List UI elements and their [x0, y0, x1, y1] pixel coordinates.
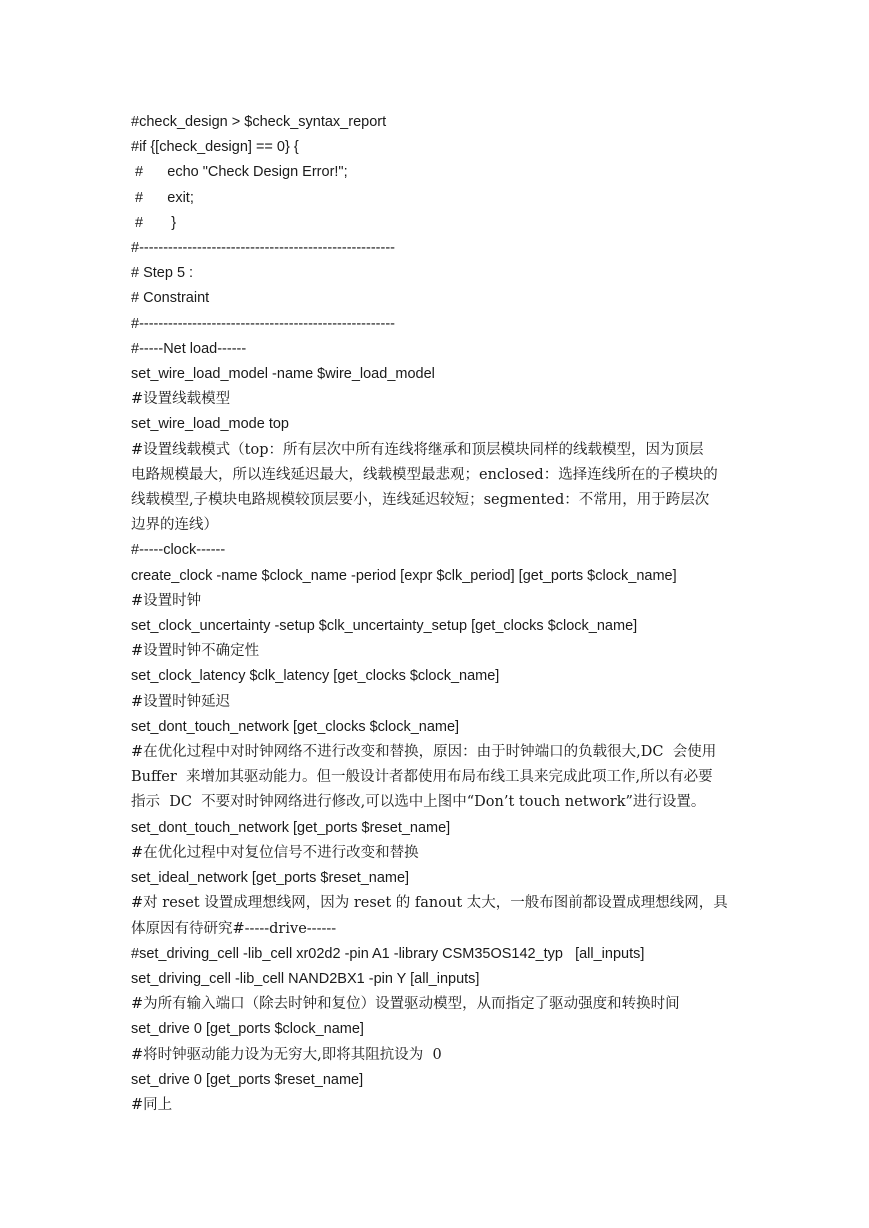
comment-line: #设置时钟延迟: [131, 693, 231, 710]
command-line: set_dont_touch_network [get_ports $reset_name]: [131, 819, 451, 836]
command-line: set_ideal_network [get_ports $reset_name]: [131, 870, 410, 887]
comment-line: 电路规模最大，所以连线延迟最大，线载模型最悲观；enclosed：选择连线所在的子模块的: [131, 466, 718, 483]
comment-line: #为所有输入端口（除去时钟和复位）设置驱动模型，从而指定了驱动强度和转换时间: [131, 996, 680, 1013]
command-line: set_wire_load_mode top: [131, 416, 289, 433]
comment-line: #在优化过程中对复位信号不进行改变和替换: [131, 844, 419, 861]
command-line: set_driving_cell -lib_cell NAND2BX1 -pin Y [all_inputs]: [131, 970, 480, 987]
command-line: set_wire_load_model -name $wire_load_model: [131, 366, 435, 383]
text-line: #if {[check_design] == 0} {: [131, 139, 299, 156]
command-line: create_clock -name $clock_name -period [expr $clk_period] [get_ports $clock_name]: [131, 567, 677, 584]
comment-line: 指示 DC 不要对时钟网络进行修改,可以选中上图中“Don’t touch network”进行设置。: [131, 794, 706, 811]
command-line: set_drive 0 [get_ports $reset_name]: [131, 1071, 364, 1088]
command-line: set_clock_uncertainty -setup $clk_uncertainty_setup [get_clocks $clock_name]: [131, 618, 638, 635]
comment-line: #将时钟驱动能力设为无穷大,即将其阻抗设为 0: [131, 1046, 442, 1063]
separator-line: #-----------------------------------------------------: [131, 315, 395, 332]
text-line: # exit;: [131, 189, 194, 206]
comment-line: #设置时钟: [131, 592, 202, 609]
comment-line: #设置时钟不确定性: [131, 643, 260, 660]
comment-line: #同上: [131, 1096, 173, 1113]
text-line: # }: [131, 214, 177, 231]
comment-line: 边界的连线）: [131, 517, 218, 534]
comment-line: #设置线载模式（top：所有层次中所有连线将继承和顶层模块同样的线载模型，因为顶层: [131, 441, 704, 458]
command-line: set_clock_latency $clk_latency [get_clocks $clock_name]: [131, 668, 500, 685]
comment-line: #对 reset 设置成理想线网，因为 reset 的 fanout 太大，一般布图前都设置成理想线网，具: [131, 895, 728, 912]
text-line: # Constraint: [131, 290, 210, 307]
section-heading: #-----Net load------: [131, 340, 247, 357]
section-heading: #-----clock------: [131, 542, 226, 559]
text-line: # Step 5 :: [131, 265, 194, 282]
command-line: set_drive 0 [get_ports $clock_name]: [131, 1021, 364, 1038]
command-line: #set_driving_cell -lib_cell xr02d2 -pin A1 -library CSM35OS142_typ [all_inputs]: [131, 945, 645, 962]
separator-line: #-----------------------------------------------------: [131, 240, 395, 257]
command-line: set_dont_touch_network [get_clocks $clock_name]: [131, 718, 460, 735]
comment-line: 线载模型,子模块电路规模较顶层要小，连线延迟较短；segmented：不常用，用于跨层次: [131, 492, 710, 509]
comment-line: #设置线载模型: [131, 391, 231, 408]
text-line: # echo "Check Design Error!";: [131, 164, 348, 181]
comment-line: #在优化过程中对时钟网络不进行改变和替换，原因：由于时钟端口的负载很大,DC 会使用: [131, 744, 717, 761]
text-line: #check_design > $check_syntax_report: [131, 114, 387, 130]
document-page: [131, 110, 746, 1118]
comment-line: 体原因有待研究#-----drive------: [131, 920, 337, 937]
comment-line: Buffer 来增加其驱动能力。但一般设计者都使用布局布线工具来完成此项工作,所以有必要: [131, 769, 713, 786]
